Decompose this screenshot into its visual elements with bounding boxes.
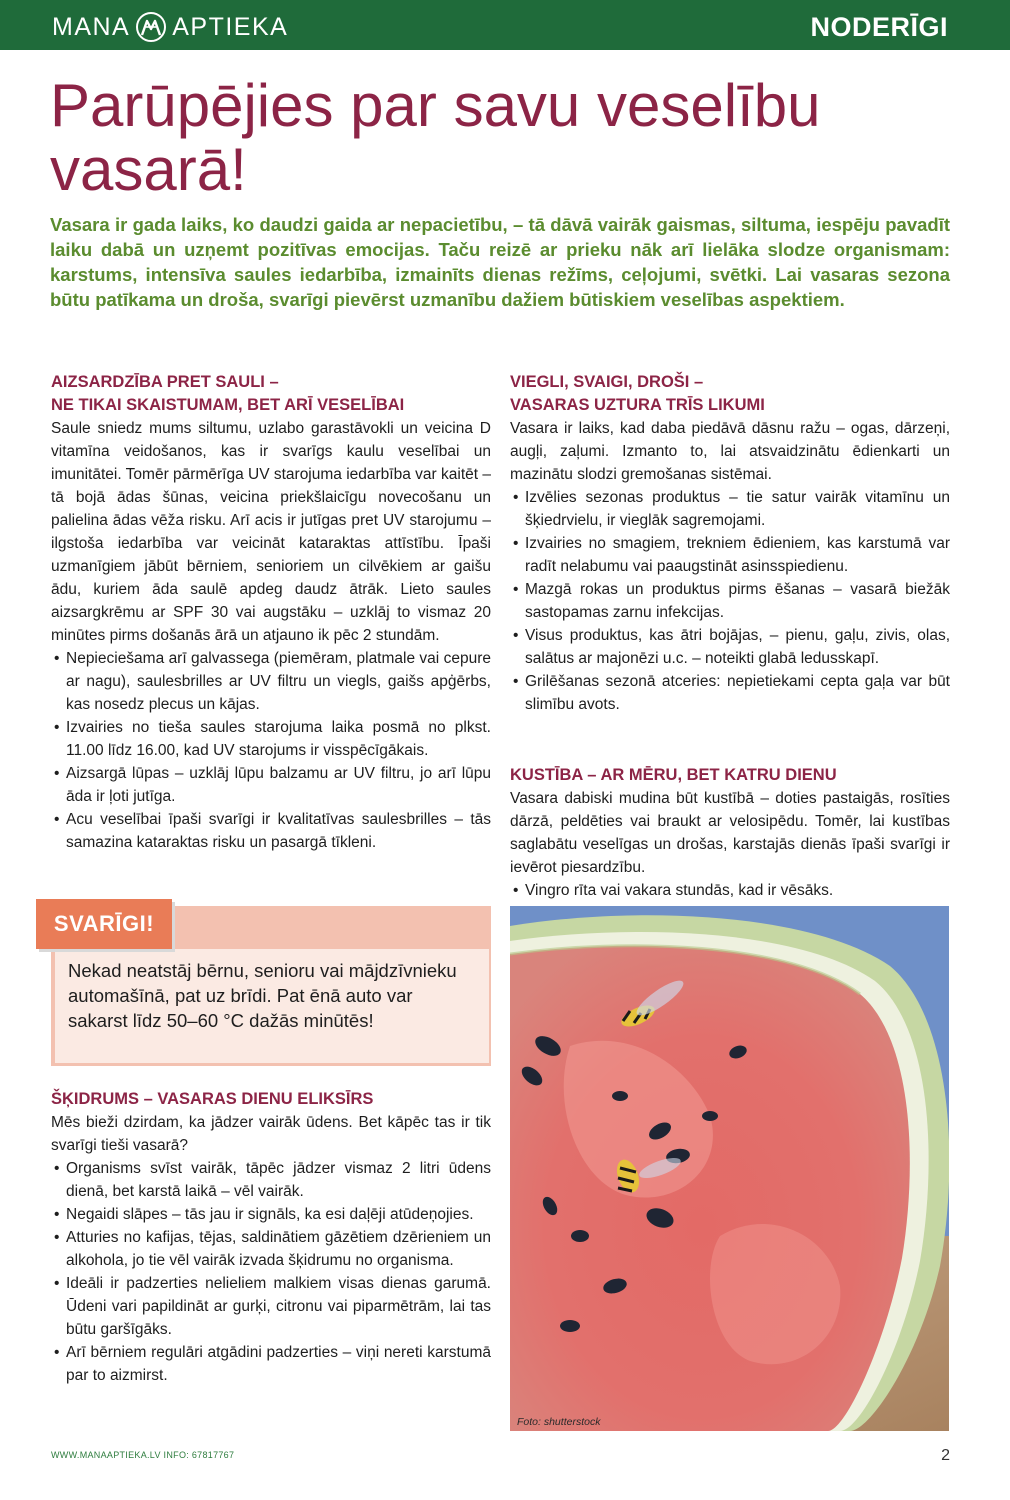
brand-logo[interactable] (52, 10, 288, 44)
list-item: • Izvairies no tieša saules starojuma laika posmā no plkst. 11.00 līdz 16.00, kad UV starojums ir visspēcīgākais. (51, 716, 491, 762)
sun-heading-line2: NE TIKAI SKAISTUMAM, BET ARĪ VESELĪBAI (51, 396, 405, 414)
brand-name-left: MANA (52, 12, 131, 41)
fluid-bullet-list (51, 1157, 491, 1387)
fluid-body: Mēs bieži dzirdam, ka jādzer vairāk ūdens. Bet kāpēc tas ir tik svarīgi tieši vasarā? (51, 1114, 491, 1154)
footer-url[interactable]: WWW.MANAAPTIEKA.LV INFO: 67817767 (51, 1450, 235, 1460)
food-bullet-list (510, 486, 950, 716)
list-item: • Acu veselībai īpaši svarīgi ir kvalitatīvas saulesbrilles – tās samazina kataraktas risku un pasargā tīkleni. (51, 808, 491, 854)
list-item: • Izvēlies sezonas produktus – tie satur vairāk vitamīnu un šķiedrvielu, ir vieglāk sagremojami. (510, 486, 950, 532)
brand-name-right: APTIEKA (172, 12, 289, 41)
list-item: • Organisms svīst vairāk, tāpēc jādzer vismaz 2 litri ūdens dienā, bet karstā laikā – vēl vairāk. (51, 1157, 491, 1203)
list-item: • Ideāli ir padzerties nelieliem malkiem visas dienas garumā. Ūdeni vari papildināt ar gurķi, citronu vai piparmētrām, lai tas būtu garšīgāks. (51, 1272, 491, 1341)
fluid-section (51, 1088, 491, 1387)
article-title: Parūpējies par savu veselību vasarā! (50, 72, 821, 203)
food-heading-line1: VIEGLI, SVAIGI, DROŠI – (510, 373, 704, 391)
section-label: NODERĪGI (810, 12, 948, 42)
article-intro: Vasara ir gada laiks, ko daudzi gaida ar nepacietību, – tā dāvā vairāk gaismas, siltuma, iespēju pavadīt laiku dabā un uzņemt pozitīvas emocijas. Taču reizē ar prieku nāk arī lielāka slodze organismam: karstums, intensīva saules iedarbība, izmainīts dienas režīms, ceļojumi, svētki. Lai vasaras sezona būtu patīkama un droša, svarīgi pievērst uzmanību dažiem būtiskiem veselības aspektiem. (50, 214, 950, 310)
movement-bullet-list (510, 879, 950, 902)
movement-section (510, 764, 950, 902)
sun-heading-line1: AIZSARDZĪBA PRET SAULI – (51, 373, 279, 391)
fluid-heading: ŠĶIDRUMS – VASARAS DIENU ELIKSĪRS (51, 1090, 374, 1108)
important-tag: SVARĪGI! (36, 899, 172, 949)
list-item: • Negaidi slāpes – tās jau ir signāls, ka esi daļēji atūdeņojies. (51, 1203, 491, 1226)
important-callout-text: Nekad neatstāj bērnu, senioru vai mājdzīvnieku automašīnā, pat uz brīdi. Pat ēnā auto var sakarst līdz 50–60 °C dažās minūtēs! (55, 949, 489, 1063)
brand-emblem-icon (136, 12, 166, 42)
sun-heading (51, 371, 491, 417)
food-body: Vasara ir laiks, kad daba piedāvā dāsnu ražu – ogas, dārzeņi, augļi, zaļumi. Izmanto to, lai atsvaidzinātu ēdienkarti un mazinātu slodzi gremošanas sistēmai. (510, 420, 950, 483)
list-item: • Grilēšanas sezonā atceries: nepietiekami cepta gaļa var būt slimību avots. (510, 670, 950, 716)
list-item: • Visus produktus, kas ātri bojājas, – pienu, gaļu, zivis, olas, salātus ar majonēzi u.c. – noteikti glabā ledusskapī. (510, 624, 950, 670)
page-number: 2 (941, 1447, 950, 1464)
right-column (510, 371, 950, 899)
sun-body: Saule sniedz mums siltumu, uzlabo garastāvokli un veicina D vitamīna veidošanos, kas ir svarīgs kaulu veselībai un imunitātei. Tomēr pārmērīga UV starojuma iedarbība var kaitēt – tā bojā ādas šūnas, veicina priekšlaicīgu novecošanu un palielina ādas vēža risku. Arī acis ir jutīgas pret UV starojumu – ilgstoša iedarbība var veicināt kataraktas attīstību. Īpaši uzmanīgiem jābūt bērniem, senioriem un cilvēkiem ar gaišu ādu, kuriem āda saulē apdeg daudz ātrāk. Lieto saules aizsargkrēmu ar SPF 30 vai augstāku – uzklāj to vismaz 20 minūtes pirms došanās ārā un atjauno ik pēc 2 stundām. (51, 420, 491, 644)
watermelon-illustration (510, 906, 949, 1431)
food-heading-line2: VASARAS UZTURA TRĪS LIKUMI (510, 396, 765, 414)
header-bar (0, 0, 1010, 50)
sun-bullet-list (51, 647, 491, 854)
list-item: • Atturies no kafijas, tējas, saldinātiem gāzētiem dzērieniem un alkohola, jo tie vēl vairāk izvada šķidrumu no organisma. (51, 1226, 491, 1272)
food-heading (510, 371, 950, 417)
watermelon-photo (510, 906, 949, 1431)
list-item: • Mazgā rokas un produktus pirms ēšanas – vasarā biežāk sastopamas zarnu infekcijas. (510, 578, 950, 624)
food-section (510, 371, 950, 716)
list-item: • Vingro rīta vai vakara stundās, kad ir vēsāks. (510, 879, 950, 902)
list-item: • Izvairies no smagiem, trekniem ēdieniem, kas karstumā var radīt nelabumu vai paaugstināt asinsspiedienu. (510, 532, 950, 578)
list-item: • Aizsargā lūpas – uzklāj lūpu balzamu ar UV filtru, jo arī lūpu āda ir ļoti jutīga. (51, 762, 491, 808)
photo-credit: Foto: shutterstock (517, 1416, 601, 1428)
list-item: • Nepieciešama arī galvassega (piemēram, platmale vai cepure ar nagu), saulesbrilles ar UV filtru un viegls, gaišs apģērbs, kas nosedz plecus un kājas. (51, 647, 491, 716)
sun-section (51, 371, 491, 854)
list-item: • Arī bērniem regulāri atgādini padzerties – viņi nereti karstumā par to aizmirst. (51, 1341, 491, 1387)
movement-heading: KUSTĪBA – AR MĒRU, BET KATRU DIENU (510, 766, 837, 784)
movement-body: Vasara dabiski mudina būt kustībā – doties pastaigās, rosīties dārzā, peldēties vai braukt ar velosipēdu. Tomēr, lai kustības saglabātu veselīgas un drošas, karstajās dienās īpaši svarīgi ir ievērot piesardzību. (510, 790, 950, 876)
